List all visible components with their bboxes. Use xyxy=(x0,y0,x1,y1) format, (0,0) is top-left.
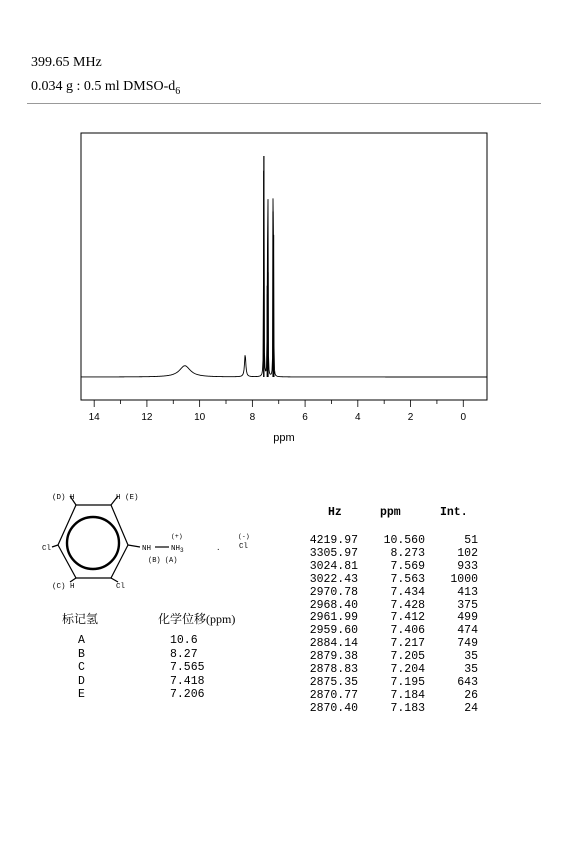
peak-ppm: 10.560 xyxy=(383,534,425,547)
x-tick-label: 10 xyxy=(194,412,206,423)
peak-hz: 2870.77 xyxy=(309,688,358,702)
label-dot: . xyxy=(216,545,221,553)
x-tick-label: 8 xyxy=(249,412,256,423)
x-tick-label: 0 xyxy=(460,412,467,423)
assignment-shift: 7.418 xyxy=(170,674,205,688)
assignment-shift: 8.27 xyxy=(170,647,198,661)
peak-ppm: 7.569 xyxy=(390,559,425,573)
peak-int: 35 xyxy=(464,650,478,664)
x-axis xyxy=(89,400,467,423)
label-nh: NH xyxy=(142,545,152,553)
peak-int: 933 xyxy=(457,559,478,573)
peak-int: 24 xyxy=(464,701,478,715)
bond-nh xyxy=(128,545,140,547)
peak-hz: 2875.35 xyxy=(309,675,358,689)
spectrometer-frequency: 399.65 MHz xyxy=(31,55,102,70)
peak-int: 749 xyxy=(457,637,478,651)
assignment-shift: 10.6 xyxy=(170,634,198,647)
peak-int: 102 xyxy=(457,546,478,560)
peak-hz: 2970.78 xyxy=(309,585,358,599)
peak-hz: 3305.97 xyxy=(309,546,358,560)
peak-hz: 2961.99 xyxy=(309,611,358,625)
label-nh3: $NH_3$ xyxy=(171,545,184,554)
label-minus-charge: (-) xyxy=(238,533,250,540)
x-tick-label: 4 xyxy=(355,412,361,423)
peak-ppm: 8.273 xyxy=(390,546,425,560)
peak-int: 35 xyxy=(464,663,478,676)
x-tick-label: 2 xyxy=(407,412,414,423)
peak-int: 474 xyxy=(457,624,478,638)
peak-header-hz: Hz xyxy=(328,506,342,519)
assignment-shift: 7.206 xyxy=(170,688,205,701)
assignment-label: C xyxy=(78,661,85,674)
spectrum-trace xyxy=(81,180,487,377)
peak-hz: 3024.81 xyxy=(309,559,358,573)
peak-int: 499 xyxy=(457,611,478,625)
x-tick-label: 6 xyxy=(302,412,308,423)
label-b-a: (B) (A) xyxy=(148,557,178,565)
aromatic-circle xyxy=(67,517,119,569)
peak-hz: 2884.14 xyxy=(309,637,358,651)
assignment-header-label: 标记氢 xyxy=(62,612,99,626)
peak-int: 51 xyxy=(464,534,478,547)
label-cl-left: Cl xyxy=(42,545,52,553)
peak-int: 413 xyxy=(457,585,478,599)
peak-int: 1000 xyxy=(450,572,478,586)
assignment-header-shift: 化学位移(ppm) xyxy=(158,612,236,626)
label-h-e: H (E) xyxy=(116,494,139,502)
peak-ppm: 7.428 xyxy=(390,598,425,612)
bond-cl-bottom xyxy=(111,578,118,582)
peak-ppm: 7.434 xyxy=(390,585,425,599)
assignment-label: E xyxy=(78,688,85,701)
peak-header-int: Int. xyxy=(440,506,468,519)
label-cl-ion: Cl xyxy=(239,543,249,551)
molecule-structure xyxy=(30,490,270,590)
peak-ppm: 7.406 xyxy=(390,624,425,638)
peak-int: 643 xyxy=(457,675,478,689)
assignment-label: D xyxy=(78,674,85,688)
peak-hz: 2878.83 xyxy=(309,663,358,676)
peak-ppm: 7.183 xyxy=(390,701,425,715)
peak-ppm: 7.184 xyxy=(390,688,425,702)
assignment-shift: 7.565 xyxy=(170,661,205,674)
sample-text: 0.034 g : 0.5 ml DMSO-d xyxy=(31,79,176,94)
peak-hz: 2959.60 xyxy=(309,624,358,638)
peak-ppm: 7.563 xyxy=(390,572,425,586)
x-tick-label: 14 xyxy=(88,412,100,423)
label-plus-charge: (+) xyxy=(171,533,183,540)
plot-frame xyxy=(81,133,487,400)
peak-int: 375 xyxy=(457,598,478,612)
label-h-c: (C) H xyxy=(52,583,75,590)
label-h-d: (D) H xyxy=(52,494,75,502)
peak-ppm: 7.204 xyxy=(390,663,425,676)
peak-ppm: 7.217 xyxy=(390,637,425,651)
peak-int: 26 xyxy=(464,688,478,702)
x-tick-label: 12 xyxy=(141,412,153,423)
peak-ppm: 7.205 xyxy=(390,650,425,664)
sample-subscript: 6 xyxy=(175,85,181,97)
peak-header-ppm: ppm xyxy=(380,506,401,519)
assignment-label: A xyxy=(78,634,85,647)
peak-hz: 2968.40 xyxy=(309,598,358,612)
label-cl-bottom: Cl xyxy=(116,583,126,590)
x-axis-label: ppm xyxy=(273,432,295,444)
peak-hz: 2879.38 xyxy=(309,650,358,664)
peak-hz: 4219.97 xyxy=(309,534,358,547)
bond-cl-left xyxy=(52,545,58,547)
assignment-label: B xyxy=(78,647,85,661)
bond-h-c xyxy=(70,578,76,582)
peak-ppm: 7.195 xyxy=(390,675,425,689)
peak-hz: 3022.43 xyxy=(309,572,358,586)
peak-hz: 2870.40 xyxy=(309,701,358,715)
peak-ppm: 7.412 xyxy=(390,611,425,625)
